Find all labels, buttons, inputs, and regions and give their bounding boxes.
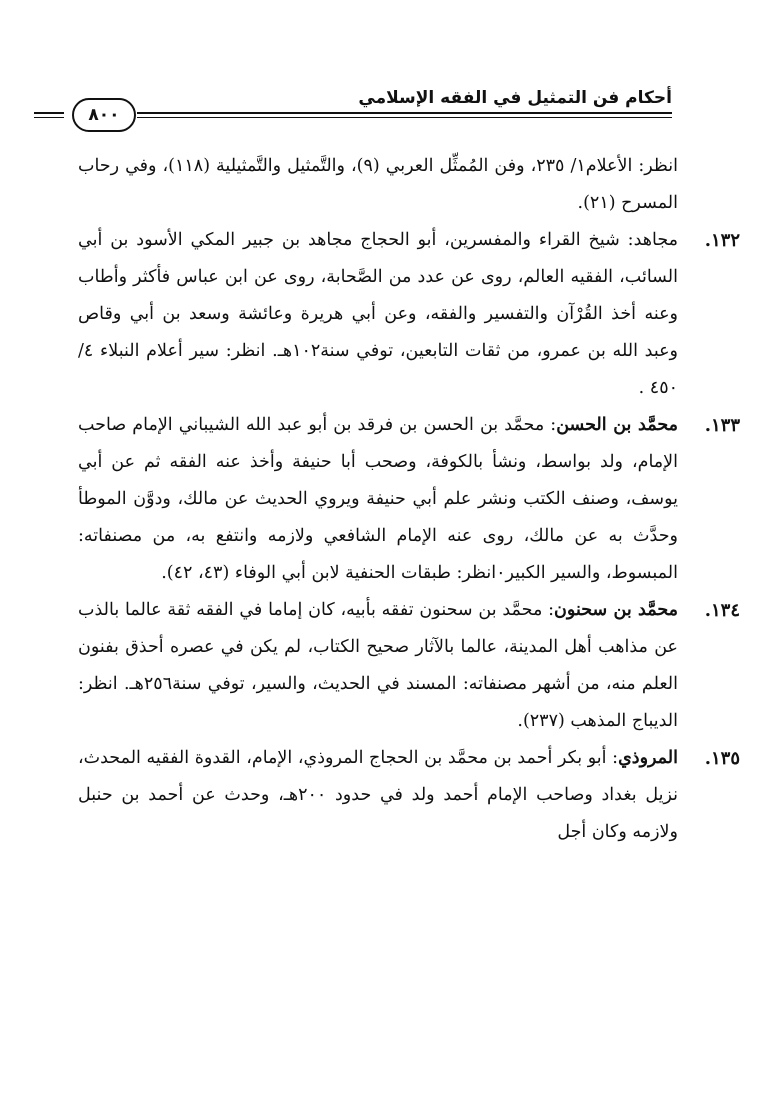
- entry-number: ١٣٣.: [704, 415, 740, 436]
- entry-text: : محمَّد بن سحنون تفقه بأبيه، كان إماما في الفقه ثقة عالما بالذب عن مذاهب أهل المدينة، عالما بالآثار صحيح الكتاب، لم يكن في عصره أحذق بفنون العلم منه، من أشهر مصنفاته: المسند في الحديث، والسير، توفي سنة٢٥٦هـ. انظر: الديباج المذهب (٢٣٧).: [78, 600, 678, 731]
- entry-text: : محمَّد بن الحسن بن فرقد بن أبو عبد الله الشيباني الإمام صاحب الإمام، ولد بواسط، ونشأ بالكوفة، وصحب أبا حنيفة وأخذ عنه الفقه ثم عن أبي يوسف، وصنف الكتب ونشر علم أبي حنيفة ويروي الحديث عن مالك، ودوَّن الموطأ وحدَّث به عن مالك، روى عنه الإمام الشافعي ولازمه وانتفع به، من مصنفاته: المبسوط، والسير الكبير٠انظر: طبقات الحنفية لابن أبي الوفاء (٤٣، ٤٢).: [78, 415, 678, 583]
- entry-number: ١٣٥.: [704, 748, 740, 769]
- entry-name: المروذي: [618, 748, 678, 768]
- header-rule-thin: [137, 117, 672, 118]
- header-rule: [137, 112, 672, 114]
- page-header: [32, 88, 672, 132]
- entry-number: ١٣٢.: [704, 230, 740, 251]
- footnote-entry-135: [78, 740, 740, 851]
- header-rule-left-thin: [34, 117, 64, 118]
- entry-name: محمَّد بن الحسن: [556, 415, 678, 435]
- page-body: [78, 148, 740, 851]
- footnote-entry-134: [78, 592, 740, 740]
- entry-number: ١٣٤.: [704, 600, 740, 621]
- running-title: أحكام فن التمثيل في الفقه الإسلامي: [358, 88, 672, 108]
- entry-text: مجاهد: شيخ القراء والمفسرين، أبو الحجاج مجاهد بن جبير المكي الأسود بن أبي السائب، الفقيه العالم، روى عن عدد من الصَّحابة، روى عن ابن عباس فأكثر وأطاب وعنه أخذ القُرْآن والتفسير والفقه، وعن أبي هريرة وعائشة وسعد بن أبي وقاص وعبد الله بن عمرو، من ثقات التابعين، توفي سنة١٠٢هـ. انظر: سير أعلام النبلاء ٤/ ٤٥٠ .: [78, 230, 678, 398]
- entry-name: محمَّد بن سحنون: [554, 600, 679, 620]
- footnote-entry-132: [78, 222, 740, 407]
- page-number: ٨٠٠: [72, 98, 136, 132]
- continuation-paragraph: انظر: الأعلام١/ ٢٣٥، وفن المُمثِّل العربي (٩)، والتَّمثيل والتَّمثيلية (١١٨)، وفي رحاب المسرح (٢١).: [78, 156, 678, 213]
- entry-text: : أبو بكر أحمد بن محمَّد بن الحجاج المروذي، الإمام، القدوة الفقيه المحدث، نزيل بغداد وصاحب الإمام أحمد ولد في حدود ٢٠٠هـ، وحدث عن أحمد بن حنبل ولازمه وكان أجل: [78, 748, 679, 842]
- header-rule-left: [34, 112, 64, 114]
- footnote-entry-133: [78, 407, 740, 592]
